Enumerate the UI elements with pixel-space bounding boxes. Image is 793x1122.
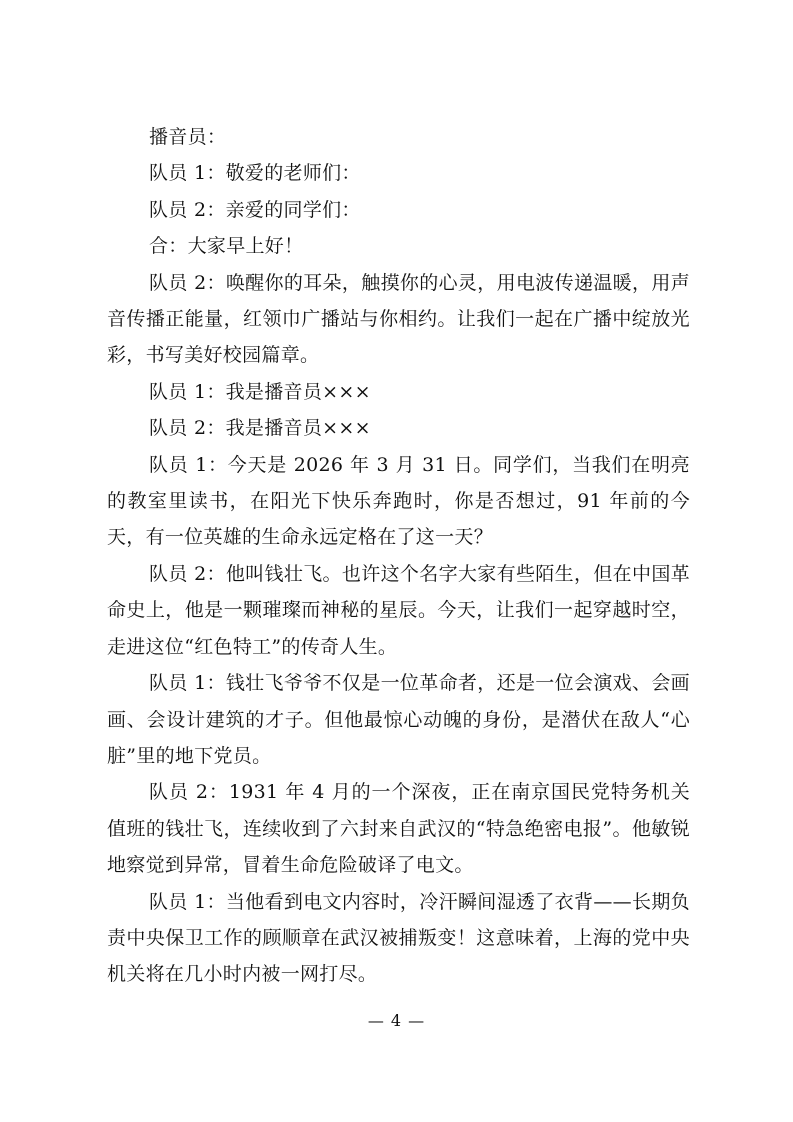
paragraph-good-morning: 合：大家早上好！ [149, 235, 304, 258]
paragraph-hero-name: 队员 2：他叫钱壮飞。也许这个名字大家有些陌生，但在中国革命史上，他是一颗璀璨而神秘的星辰。今天，让我们一起穿越时空，走进这位“红色特工”的传奇人生。 [107, 562, 690, 658]
paragraph-greeting-teachers: 队员 1：敬爱的老师们： [149, 162, 361, 185]
page-number: — 4 — [367, 1011, 426, 1030]
paragraph-greeting-students: 队员 2：亲爱的同学们： [149, 198, 361, 221]
paragraph-station-intro: 队员 2：唤醒你的耳朵，触摸你的心灵，用电波传递温暖，用声音传播正能量，红领巾广播站与你相约。让我们一起在广播中绽放光彩，书写美好校园篇章。 [107, 271, 690, 367]
paragraph-announcer-2-name: 队员 2：我是播音员××× [149, 417, 371, 440]
paragraph-announcer-1-name: 队员 1：我是播音员××× [149, 380, 371, 403]
paragraph-talents: 队员 1：钱壮飞爷爷不仅是一位革命者，还是一位会演戏、会画画、会设计建筑的才子。但他最惊心动魄的身份，是潜伏在敌人“心脏”里的地下党员。 [107, 672, 690, 767]
paragraph-announcer: 播音员： [149, 126, 227, 148]
document-body [107, 119, 690, 993]
paragraph-betrayal: 队员 1：当他看到电文内容时，冷汗瞬间湿透了衣背——长期负责中央保卫工作的顾顺章在武汉被捕叛变！这意味着，上海的党中央机关将在几小时内被一网打尽。 [107, 890, 690, 986]
paragraph-date-intro: 队员 1：今天是 2026 年 3 月 31 日。同学们，当我们在明亮的教室里读书，在阳光下快乐奔跑时，你是否想过，91 年前的今天，有一位英雄的生命永远定格在了这一天？ [107, 453, 690, 549]
paragraph-telegram: 队员 2：1931 年 4 月的一个深夜，正在南京国民党特务机关值班的钱壮飞，连续收到了六封来自武汉的“特急绝密电报”。他敏锐地察觉到异常，冒着生命危险破译了电文。 [107, 781, 690, 877]
